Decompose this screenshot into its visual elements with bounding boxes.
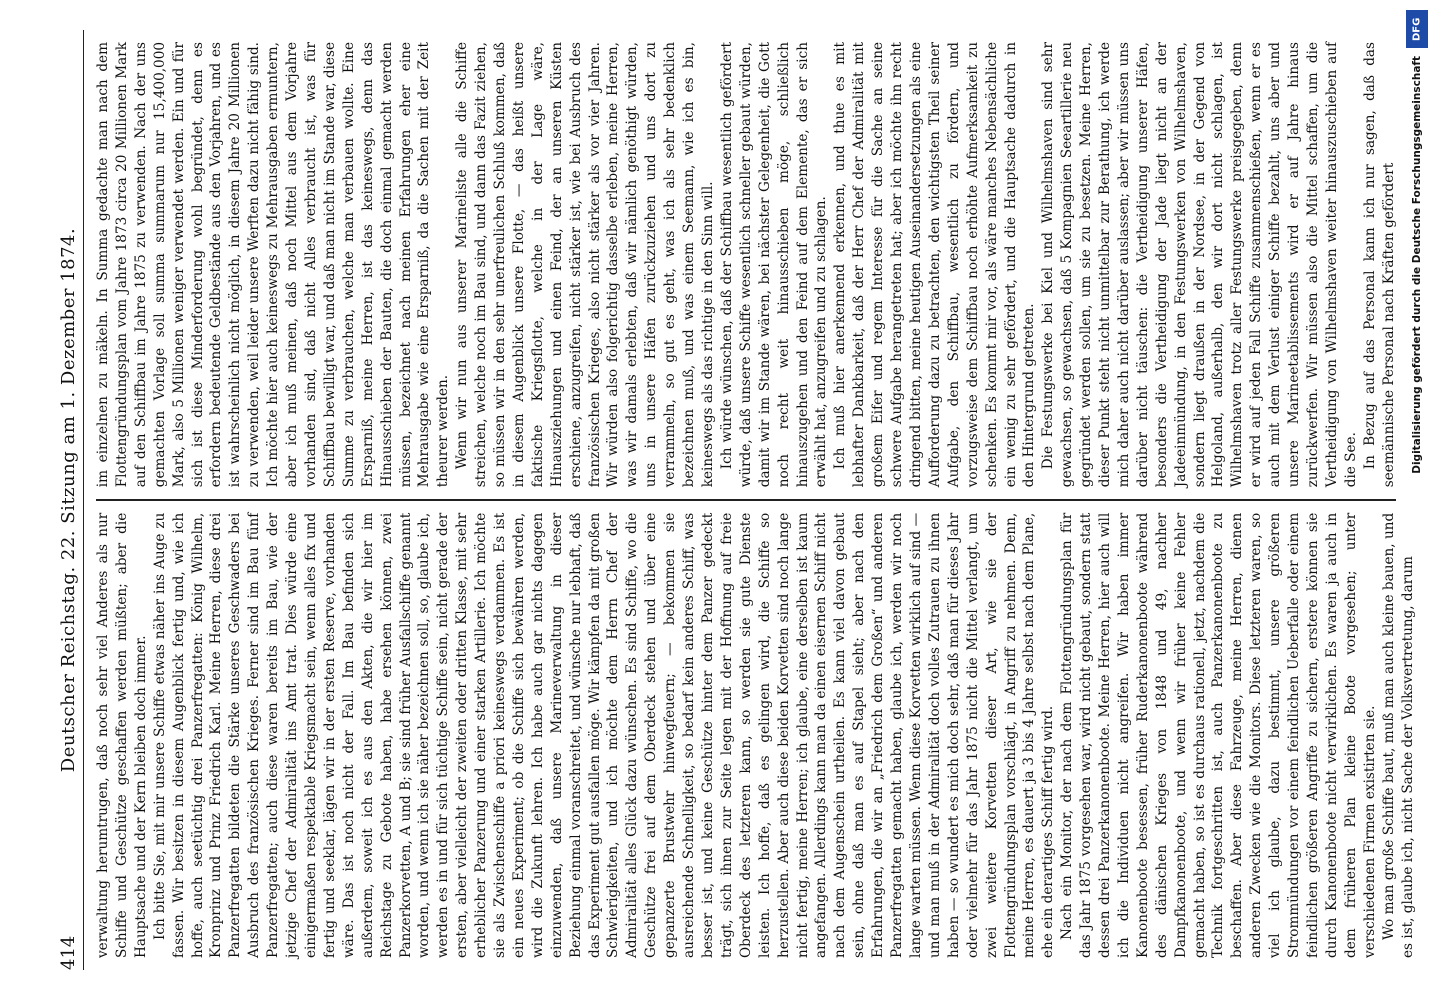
left-column [94,501,1416,970]
paragraph: im einzelnen zu mäkeln. In Summa gedachte man nach dem Flottengründungsplan vom Jahre 1873 circa 20 Millionen Mark auf den Schiffbau im Jahre 1875 zu verwenden. Nach der uns gemachten Vorlage soll summa summarum nur 15,400,000 Mark, also 5 Millionen weniger verwendet werden. Ein und für sich ist diese Minderforderung wohl begründet, denn es erfordern bedeutende Geldbestände aus den Vorjahren, und es ist wahrscheinlich nicht möglich, in diesem Jahre 20 Millionen zu verwenden, weil leider unsere Werften dazu nicht fähig sind. Ich möchte hier auch keineswegs zu Mehrausgaben ermuntern, aber ich muß meinen, daß noch Mittel aus dem Vorjahre vorhanden sind, daß nicht Alles verbraucht ist, was für Schiffbau bewilligt war, und daß man nicht im Stande war, diese Summe zu verbrauchen, welche man verbauen wollte. Eine Ersparniß, meine Herren, ist das keineswegs, denn das Hinausschieben der Bauten, die doch einmal gemacht werden müssen, bezeichnet nach meinen Erfahrungen eher eine Mehrausgabe wie eine Ersparniß, da die Sachen mit der Zeit theurer werden. [95,42,452,488]
paragraph: Ich würde wünschen, daß der Schiffbau wesentlich gefördert würde, daß unsere Schiffe wesentlich schneller gebaut würden, damit wir im Stande wären, bei nächster Gelegenheit, die Gott noch recht weit hinausschieben möge, schließlich hinauszugehen und den Feind auf dem Elemente, das er sich erwählt hat, anzugreifen und zu schlagen. [718,42,830,488]
digitization-credit-strip [1404,0,1430,1000]
running-head [50,30,84,970]
digitization-credit: Digitalisierung gefördert durch die Deutsche Forschungsgemeinschaft [1411,56,1423,474]
paragraph: verwaltung herumtrugen, daß noch sehr viel Anderes als nur Schiffe und Geschütze geschaffen werden müßten; aber die Hauptsache und der Kern bleiben doch immer. [95,512,149,958]
column-divider [96,499,1396,501]
right-column [94,30,1404,499]
paragraph: Ich muß hier anerkennend erkennen, und thue es mit lebhafter Dankbarkeit, daß der Herr Chef der Admiralität mit großem Eifer und regem Interesse für die Sache an seine schwere Aufgabe herangetreten hat; aber ich möchte ihn recht dringend bitten, meine heutigen Auseinandersetzungen als eine Aufforderung dazu zu betrachten, den wichtigsten Theil seiner Aufgabe, den Schiffbau, wesentlich zu fördern, und vorzugsweise dem Schiffbau noch erhöhte Aufmerksamkeit zu schenken. Es kommt mir vor, als wäre manches Nebensächliche ein wenig zu sehr gefördert, und die Hauptsache dadurch in den Hintergrund getreten. [832,42,1038,488]
dfg-logo: DFG [1406,10,1428,48]
page-title: Deutscher Reichstag. 22. Sitzung am 1. Dezember 1874. [58,227,79,773]
text-columns [94,30,1416,970]
page-content [50,30,1416,970]
paragraph: Nach ein Monitor, der nach dem Flottengründungsplan für das Jahr 1875 vorgesehen war, wird nicht gebaut, sondern statt dessen drei Panzerkanonenboote. Meine Herren, hier auch will ich die Individuen nicht angreifen. Wir haben immer Kanonenboote besessen, früher Ruderkanonenboote während des dänischen Krieges von 1848 und 49, nachher Dampfkanonenboote, und wenn wir früher keine Fehler gemacht haben, so ist es durchaus rationell, jetzt, nachdem die Technik fortgeschritten ist, auch Panzerkanonenboote zu beschaffen. Aber diese Fahrzeuge, meine Herren, dienen anderen Zwecken wie die Monitors. Diese letzteren waren, so viel ich glaube, dazu bestimmt, unsere größeren Strommündungen vor einem feindlichen Ueberfalle oder einem feindlichen größeren Angriffe zu sichern, erstere können sie durch Kanonenboote nicht verwirklichen. Es waren ja auch in dem früheren Plan kleine Boote vorgesehen; unter verschiedenen Firmen existirten sie. [1059,512,1378,958]
page-number: 414 [58,935,79,970]
paragraph: Die Festungswerke bei Kiel und Wilhelmshaven sind sehr gewachsen, so gewachsen, daß 5 Kompagnien Seeartillerie neu gegründet werden sollen, um sie zu besetzen. Meine Herren, dieser Punkt steht nicht unmittelbar zur Berathung, ich werde mich daher auch nicht darüber auslassen; aber wir müssen uns darüber nicht täuschen: die Vertheidigung unserer Häfen, besonders die Vertheidigung der Jade liegt nicht an der Jadeeinmündung, in den Festungswerken von Wilhelmshaven, sondern liegt draußen in der Nordsee, in der Gegend von Helgoland, außerhalb, den wir dort nicht schlagen, ist Wilhelmshaven trotz aller Festungswerke preisgegeben, denn er wird auf jeden Fall Schiffe zusammenschießen, wenn er es auch mit dem Verlust einiger Schiffe bezahlt, uns aber und unsere Marineetablissements wird er auf Jahre hinaus zurückwerfen. Wir müssen also die Mittel schaffen, um die Vertheidigung von Wilhelmshaven weiter hinauszuschieben auf die See. [1040,42,1359,488]
paragraph: In Bezug auf das Personal kann ich nur sagen, daß das seemännische Personal nach Kräften gefördert [1361,42,1397,488]
paragraph: Wenn wir nun aus unserer Marineliste alle die Schiffe streichen, welche noch im Bau sind, und dann das Fazit ziehen, so müssen wir in den sehr unerfreulichen Schluß kommen, daß in diesem Augenblick unsere Flotte, — das heißt unsere faktische Kriegsflotte, welche in der Lage wäre, Hinausziehungen und einen Feind, der an unseren Küsten erschiene, anzugreifen, nicht stärker ist, wie bei Ausbruch des französischen Krieges, also nicht stärker als vor vier Jahren. Wir würden also folgerichtig dasselbe erleben, meine Herren, was wir damals erlebten, daß wir nämlich genöthigt würden, uns in unsere Häfen zurückzuziehen und uns dort zu verrammeln, so gut es geht, was ich als sehr bedenklich bezeichnen muß, und was einem Seemann, wie ich es bin, keineswegs als das richtige in den Sinn will. [454,42,716,488]
paragraph: Wo man große Schiffe baut, muß man auch kleine bauen, und es ist, glaube ich, nicht Sache der Volksvertretung, darum [1380,512,1416,958]
paragraph: Ich bitte Sie, mit mir unsere Schiffe etwas näher ins Auge zu fassen. Wir besitzen in diesem Augenblick fertig und, wie ich hoffe, auch seetüchtig drei Panzerfregatten: König Wilhelm, Kronprinz und Prinz Friedrich Karl. Meine Herren, diese drei Panzerfregatten bildeten die Stärke unseres Geschwaders bei Ausbruch des französischen Krieges. Ferner sind im Bau fünf Panzerfregatten; auch diese waren bereits im Bau, wie der jetzige Chef der Admiralität ins Amt trat. Dies würde eine einigermaßen respektable Kriegsmacht sein, wenn alles fix und fertig und seeklar, lägen wir in der ersten Reserve, vorhanden wäre. Das ist noch nicht der Fall. Im Bau befinden sich außerdem, soweit ich es aus den Akten, die wir hier im Reichstage zu Gebote haben, habe ersehen können, zwei Panzerkorvetten, A und B; sie sind früher Ausfallschiffe genannt worden, und wenn ich sie näher bezeichnen soll, so, glaube ich, werden es in und für sich tüchtige Schiffe sein, nicht gerade der ersten, aber vielleicht der zweiten oder dritten Klasse, mit sehr erheblicher Panzerung und einer starken Artillerie. Ich möchte sie als Zwischenschiffe a priori keineswegs verdammen. Es ist ein neues Experiment; ob die Schiffe sich bewähren werden, wird die Zukunft lehren. Ich habe auch gar nichts dagegen einzuwenden, daß unsere Marineverwaltung in dieser Beziehung einmal voranschreitet, und wünsche nur lebhaft, daß das Experiment gut ausfallen möge. Wir kämpfen da mit großen Schwierigkeiten, und ich möchte dem Herrn Chef der Admiralität alles Glück dazu wünschen. Es sind Schiffe, wo die Geschütze frei auf dem Oberdeck stehen und über eine gepanzerte Brustwehr hinwegfeuern; — bekommen sie ausreichende Schnelligkeit, so bedarf kein anderes Schiff, was besser ist, und keine Geschütze hinter dem Panzer gedeckt trägt, sich ihnen zur Seite legen mit der Hoffnung auf freie Oberdeck des letzteren kann, so werden sie gute Dienste leisten. Ich hoffe, daß es gelingen wird, die Schiffe so herzustellen. Aber auch diese beiden Korvetten sind noch lange nicht fertig, meine Herren; ich glaube, eine derselben ist kaum angefangen. Allerdings kann man da einen eisernen Schiff nicht nach dem Augenschein urtheilen. Es kann viel davon gebaut sein, ohne daß man es auf Stapel sieht; aber nach den Erfahrungen, die wir an „Friedrich dem Großen“ und anderen Panzerfregatten gemacht haben, glaube ich, werden wir noch lange warten müssen. Wenn diese Korvetten wirklich auf sind — und man muß in der Admiralität doch volles Zutrauen zu ihnen haben — so wundert es mich doch sehr, daß man für dieses Jahr oder vielmehr für das Jahr 1875 nicht die Mittel verlangt, um zwei weitere Korvetten dieser Art, wie sie der Flottengründungsplan vorschlägt, in Angriff zu nehmen. Denn, meine Herren, es dauert ja 3 bis 4 Jahre selbst nach dem Plane, ehe ein derartiges Schiff fertig wird. [151,512,1057,958]
